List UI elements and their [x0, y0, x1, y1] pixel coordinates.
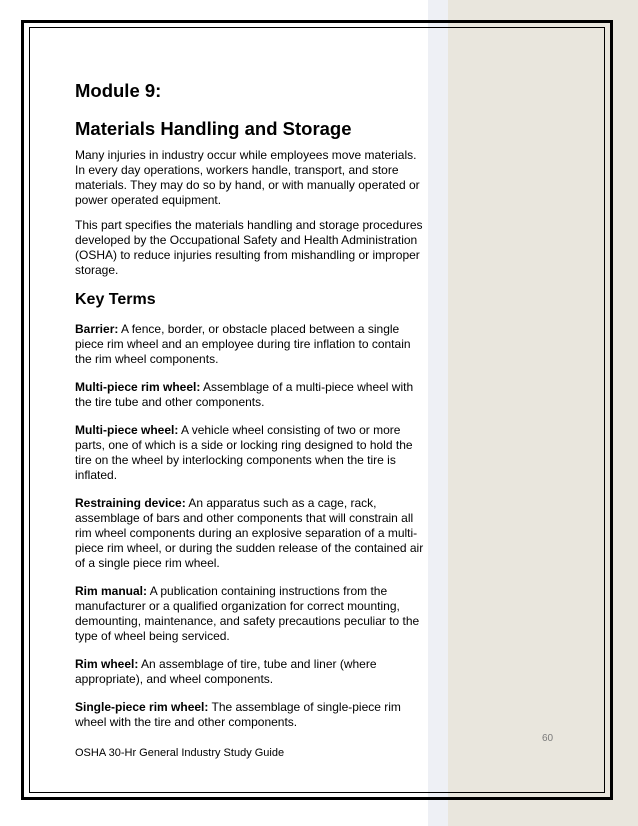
term-name: Rim wheel: — [75, 657, 139, 671]
term-item — [75, 423, 427, 483]
term-definition: Assemblage of a multi-piece wheel with the tire tube and other components. — [75, 380, 414, 409]
page-content — [75, 80, 427, 730]
term-item — [75, 584, 427, 644]
intro-paragraph: Many injuries in industry occur while employees move materials. In every day operations, workers handle, transport, and store materials. They may do so by hand, or with manually operated or power operated equipment. — [75, 148, 420, 207]
term-definition: An apparatus such as a cage, rack, assemblage of bars and other components that will constrain all rim wheel components during an explosive separation of a multi-piece rim wheel, or during the sudden release of the contained air of a single piece rim wheel. — [75, 496, 424, 570]
terms-list — [75, 322, 427, 730]
intro-paragraph: This part specifies the materials handling and storage procedures developed by the Occupational Safety and Health Administration (OSHA) to reduce injuries resulting from mishandling or improper storage. — [75, 218, 423, 277]
term-definition: An assemblage of tire, tube and liner (where appropriate), and wheel components. — [75, 657, 377, 686]
page-footer: OSHA 30-Hr General Industry Study Guide — [75, 747, 285, 759]
term-definition: A vehicle wheel consisting of two or more parts, one of which is a side or locking ring designed to hold the tire on the wheel by interlocking components when the tire is inflated. — [75, 423, 413, 482]
term-name: Multi-piece wheel: — [75, 423, 179, 437]
term-definition: A fence, border, or obstacle placed between a single piece rim wheel and an employee during tire inflation to contain the rim wheel components. — [75, 322, 411, 366]
term-name: Multi-piece rim wheel: — [75, 380, 201, 394]
term-definition: The assemblage of single-piece rim wheel with the tire and other components. — [75, 700, 401, 729]
term-definition: A publication containing instructions from the manufacturer or a qualified organization for correct mounting, demounting, maintenance, and safety precautions peculiar to the type of wheel being serviced. — [75, 584, 420, 643]
term-name: Single-piece rim wheel: — [75, 700, 209, 714]
term-name: Barrier: — [75, 322, 119, 336]
module-title: Module 9: — [75, 80, 162, 101]
term-item — [75, 380, 427, 410]
term-name: Restraining device: — [75, 496, 186, 510]
term-item — [75, 657, 427, 687]
key-terms-heading: Key Terms — [75, 291, 156, 308]
term-item — [75, 700, 427, 730]
term-item — [75, 322, 427, 367]
term-item — [75, 496, 427, 571]
term-name: Rim manual: — [75, 584, 148, 598]
module-subtitle: Materials Handling and Storage — [75, 118, 352, 139]
page-number: 60 — [542, 733, 554, 744]
